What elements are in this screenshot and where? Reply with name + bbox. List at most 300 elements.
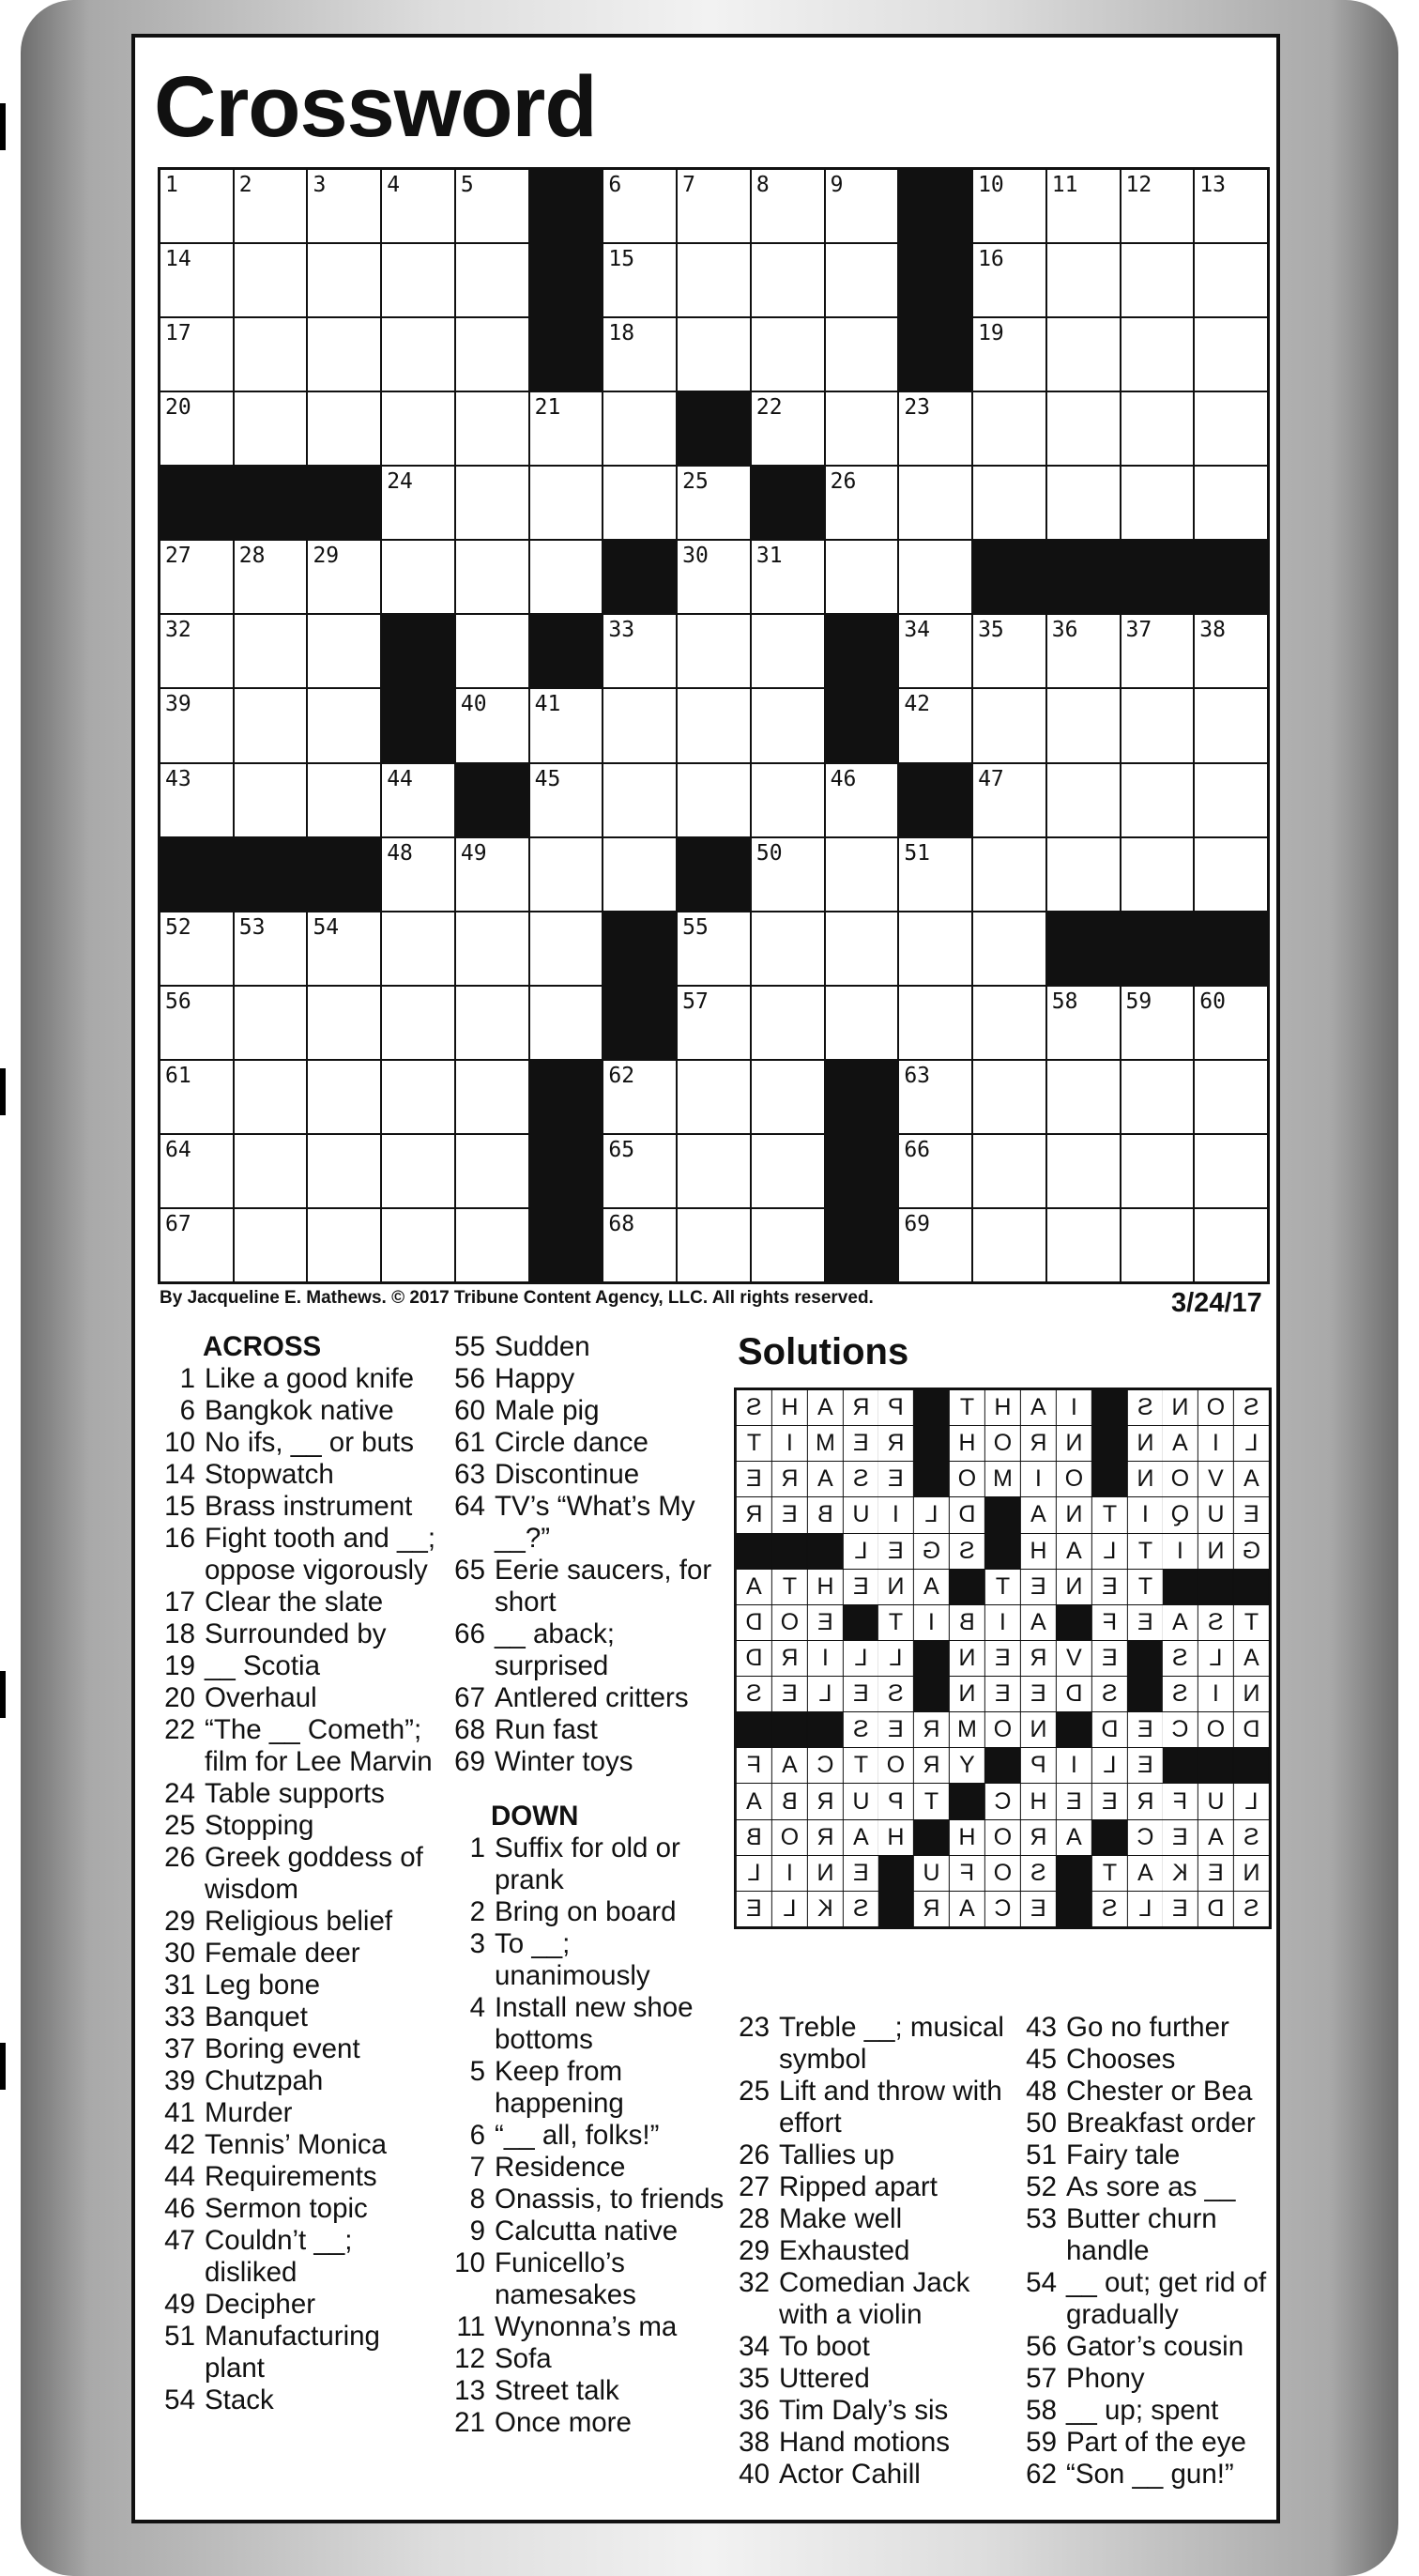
grid-cell[interactable] (382, 170, 454, 242)
grid-cell[interactable] (603, 615, 676, 687)
grid-cell[interactable] (1121, 392, 1194, 465)
clue-item-number: 32 (739, 2267, 770, 2298)
grid-cell[interactable] (1195, 1061, 1267, 1133)
down-header: DOWN (491, 1801, 579, 1832)
clue-item (156, 2289, 442, 2321)
grid-cell[interactable] (308, 392, 380, 465)
clue-number: 46 (830, 766, 857, 791)
grid-cell[interactable] (678, 318, 750, 391)
solution-cell: I (878, 1497, 913, 1532)
grid-cell[interactable] (456, 467, 528, 539)
grid-cell[interactable] (973, 689, 1045, 761)
clue-item-number: 53 (1026, 2203, 1057, 2234)
grid-cell[interactable] (530, 467, 603, 539)
grid-cell[interactable] (382, 987, 454, 1059)
clue-item-number: 41 (164, 2097, 195, 2128)
grid-cell[interactable] (973, 467, 1045, 539)
grid-cell[interactable] (752, 170, 824, 242)
binder-tick (0, 1068, 6, 1115)
grid-cell[interactable] (678, 987, 750, 1059)
grid-cell[interactable] (826, 170, 898, 242)
grid-cell[interactable] (678, 467, 750, 539)
grid-cell[interactable] (826, 244, 898, 316)
clue-item-number: 44 (164, 2161, 195, 2192)
grid-cell[interactable] (308, 987, 380, 1059)
solution-cell: N (1021, 1712, 1056, 1747)
clue-number: 27 (165, 544, 191, 569)
grid-cell[interactable] (1195, 838, 1267, 911)
grid-cell[interactable] (308, 1061, 380, 1133)
grid-cell[interactable] (308, 244, 380, 316)
solution-cell: L (1092, 1748, 1127, 1783)
grid-cell[interactable] (1047, 244, 1120, 316)
grid-cell[interactable] (1121, 170, 1194, 242)
clue-item-text: Ripped apart (779, 2171, 938, 2202)
grid-cell[interactable] (1047, 318, 1120, 391)
clue-item-number: 62 (1026, 2459, 1057, 2490)
grid-cell[interactable] (1047, 392, 1120, 465)
clue-item-number: 29 (739, 2235, 770, 2266)
grid-cell[interactable] (1195, 244, 1267, 316)
grid-cell[interactable] (752, 1209, 824, 1281)
grid-cell[interactable] (826, 764, 898, 836)
clue-item (156, 1618, 442, 1650)
grid-cell[interactable] (678, 764, 750, 836)
grid-cell[interactable] (1195, 615, 1267, 687)
solution-black-square (985, 1497, 1020, 1532)
clue-item-text: TV’s “What’s My __?” (495, 1491, 695, 1554)
grid-cell[interactable] (752, 912, 824, 985)
grid-cell[interactable] (382, 318, 454, 391)
grid-cell[interactable] (1121, 838, 1194, 911)
grid-cell[interactable] (603, 1209, 676, 1281)
solution-cell: A (844, 1820, 878, 1855)
clue-item-number: 1 (179, 1363, 195, 1394)
grid-cell[interactable] (973, 912, 1045, 985)
clue-number: 7 (682, 173, 695, 197)
clue-item-number: 13 (454, 2375, 485, 2406)
clue-item-text: Bangkok native (205, 1395, 394, 1426)
grid-cell[interactable] (603, 838, 676, 911)
grid-cell[interactable] (456, 1209, 528, 1281)
grid-cell[interactable] (382, 1061, 454, 1133)
grid-cell[interactable] (603, 1135, 676, 1207)
solution-cell: L (1092, 1534, 1127, 1569)
solution-cell: S (950, 1534, 984, 1569)
grid-cell[interactable] (160, 987, 233, 1059)
grid-cell[interactable] (899, 912, 971, 985)
grid-cell[interactable] (1195, 392, 1267, 465)
grid-cell[interactable] (308, 541, 380, 613)
grid-cell[interactable] (973, 987, 1045, 1059)
solution-cell: L (1234, 1426, 1269, 1461)
clue-item-text: Murder (205, 2097, 293, 2128)
grid-cell[interactable] (826, 987, 898, 1059)
grid-cell[interactable] (235, 318, 307, 391)
grid-cell[interactable] (1195, 1135, 1267, 1207)
clue-item-text: Religious belief (205, 1906, 393, 1937)
solution-cell: T (1234, 1605, 1269, 1640)
grid-cell[interactable] (973, 244, 1045, 316)
grid-cell[interactable] (678, 170, 750, 242)
grid-cell[interactable] (456, 1135, 528, 1207)
grid-cell[interactable] (1195, 764, 1267, 836)
grid-cell[interactable] (1047, 170, 1120, 242)
grid-cell[interactable] (456, 244, 528, 316)
clue-column-2 (446, 1331, 727, 2439)
clue-item-number: 23 (739, 2012, 770, 2043)
grid-cell[interactable] (1047, 689, 1120, 761)
grid-cell[interactable] (235, 912, 307, 985)
grid-cell[interactable] (826, 318, 898, 391)
solution-cell: E (1021, 1570, 1056, 1604)
clue-item (446, 1459, 727, 1491)
solution-cell: O (950, 1462, 984, 1496)
grid-cell[interactable] (678, 1209, 750, 1281)
grid-cell[interactable] (308, 1209, 380, 1281)
grid-cell[interactable] (752, 838, 824, 911)
grid-cell[interactable] (382, 912, 454, 985)
grid-cell[interactable] (899, 987, 971, 1059)
clue-item-text: No ifs, __ or buts (205, 1427, 414, 1458)
grid-cell[interactable] (235, 1209, 307, 1281)
grid-cell[interactable] (603, 318, 676, 391)
grid-cell[interactable] (603, 467, 676, 539)
grid-cell[interactable] (899, 615, 971, 687)
grid-cell[interactable] (752, 1135, 824, 1207)
grid-cell[interactable] (1047, 615, 1120, 687)
grid-cell[interactable] (1121, 615, 1194, 687)
clue-number: 13 (1199, 173, 1226, 197)
grid-cell[interactable] (603, 392, 676, 465)
clue-number: 18 (608, 321, 635, 346)
grid-cell[interactable] (1047, 1209, 1120, 1281)
solution-cell: N (1128, 1426, 1163, 1461)
grid-cell[interactable] (899, 467, 971, 539)
clue-number: 53 (238, 914, 266, 940)
grid-cell[interactable] (160, 541, 233, 613)
solution-cell: I (1198, 1677, 1233, 1711)
grid-cell[interactable] (752, 764, 824, 836)
solution-black-square (1128, 1677, 1163, 1711)
grid-cell[interactable] (826, 467, 898, 539)
clue-item (1017, 2012, 1271, 2044)
grid-cell[interactable] (382, 838, 454, 911)
grid-cell[interactable] (1121, 987, 1194, 1059)
clue-item-text: Wynonna’s ma (495, 2311, 678, 2342)
solution-cell: T (878, 1605, 913, 1640)
grid-cell[interactable] (973, 1209, 1045, 1281)
clue-item-text: “__ all, folks!” (495, 2120, 660, 2151)
clue-item-text: Actor Cahill (779, 2459, 921, 2490)
grid-cell[interactable] (678, 244, 750, 316)
grid-cell[interactable] (752, 615, 824, 687)
grid-cell[interactable] (973, 318, 1045, 391)
grid-cell[interactable] (530, 541, 603, 613)
grid-cell[interactable] (1047, 467, 1120, 539)
clue-item (446, 2056, 727, 2120)
grid-cell[interactable] (603, 170, 676, 242)
solution-cell: N (950, 1641, 984, 1676)
solution-cell: A (1021, 1497, 1056, 1532)
grid-cell[interactable] (1121, 1135, 1194, 1207)
grid-cell[interactable] (678, 541, 750, 613)
clue-item-text: Like a good knife (205, 1363, 415, 1394)
clue-item (446, 2152, 727, 2184)
grid-cell[interactable] (160, 1061, 233, 1133)
grid-cell[interactable] (1047, 838, 1120, 911)
clue-item-number: 55 (454, 1331, 485, 1362)
grid-cell[interactable] (456, 615, 528, 687)
solution-cell: E (1163, 1892, 1198, 1926)
crossword-grid (158, 167, 1270, 1284)
grid-cell[interactable] (160, 318, 233, 391)
solution-cell: E (1021, 1677, 1056, 1711)
grid-cell[interactable] (308, 912, 380, 985)
clue-item-text: Stopping (205, 1810, 314, 1841)
grid-cell[interactable] (752, 318, 824, 391)
clue-number: 4 (387, 173, 401, 197)
clue-number: 56 (165, 989, 191, 1014)
grid-cell[interactable] (456, 912, 528, 985)
grid-cell[interactable] (752, 244, 824, 316)
grid-cell[interactable] (752, 541, 824, 613)
grid-cell[interactable] (973, 170, 1045, 242)
grid-cell[interactable] (235, 987, 307, 1059)
grid-cell[interactable] (235, 1061, 307, 1133)
grid-cell[interactable] (826, 912, 898, 985)
black-square (530, 244, 603, 316)
solution-cell: N (1198, 1534, 1233, 1569)
solution-cell: S (1234, 1390, 1269, 1425)
grid-cell[interactable] (308, 1135, 380, 1207)
clue-item-number: 58 (1026, 2395, 1057, 2426)
grid-cell[interactable] (1121, 467, 1194, 539)
grid-cell[interactable] (1047, 987, 1120, 1059)
grid-cell[interactable] (899, 838, 971, 911)
grid-cell[interactable] (973, 764, 1045, 836)
grid-cell[interactable] (678, 615, 750, 687)
grid-cell[interactable] (1121, 1061, 1194, 1133)
grid-cell[interactable] (678, 689, 750, 761)
grid-cell[interactable] (235, 764, 307, 836)
grid-cell[interactable] (899, 1135, 971, 1207)
grid-cell[interactable] (160, 1209, 233, 1281)
solution-cell: A (808, 1390, 843, 1425)
grid-cell[interactable] (603, 764, 676, 836)
grid-cell[interactable] (826, 392, 898, 465)
solution-cell: R (1021, 1426, 1056, 1461)
grid-cell[interactable] (1195, 1209, 1267, 1281)
clue-item-number: 27 (739, 2171, 770, 2202)
grid-cell[interactable] (752, 689, 824, 761)
clue-item (156, 1363, 442, 1395)
clue-item-number: 68 (454, 1714, 485, 1745)
grid-cell[interactable] (382, 1209, 454, 1281)
grid-cell[interactable] (382, 467, 454, 539)
grid-cell[interactable] (1047, 1135, 1120, 1207)
grid-cell[interactable] (1195, 689, 1267, 761)
grid-cell[interactable] (1047, 1061, 1120, 1133)
grid-cell[interactable] (826, 541, 898, 613)
clue-number: 10 (978, 173, 1004, 197)
grid-cell[interactable] (603, 689, 676, 761)
clue-number: 52 (165, 914, 191, 940)
grid-cell[interactable] (456, 392, 528, 465)
clue-number: 61 (165, 1063, 191, 1088)
grid-cell[interactable] (382, 244, 454, 316)
grid-cell[interactable] (308, 764, 380, 836)
grid-cell[interactable] (1195, 467, 1267, 539)
grid-cell[interactable] (973, 838, 1045, 911)
solution-cell: R (914, 1748, 949, 1783)
clue-number: 44 (387, 766, 413, 791)
solution-cell: S (1234, 1820, 1269, 1855)
clue-item-number: 61 (454, 1427, 485, 1458)
grid-cell[interactable] (678, 1135, 750, 1207)
clue-item-text: Lift and throw with effort (779, 2076, 1002, 2139)
solution-cell: R (772, 1462, 807, 1496)
clue-item (1017, 2203, 1271, 2267)
grid-cell[interactable] (308, 318, 380, 391)
grid-cell[interactable] (899, 392, 971, 465)
grid-cell[interactable] (456, 318, 528, 391)
grid-cell[interactable] (382, 392, 454, 465)
clue-number: 11 (1051, 173, 1078, 197)
clue-item-text: Install new shoe bottoms (495, 1992, 694, 2055)
grid-cell[interactable] (308, 615, 380, 687)
grid-cell[interactable] (530, 912, 603, 985)
grid-cell[interactable] (1195, 987, 1267, 1059)
grid-cell[interactable] (235, 1135, 307, 1207)
grid-cell[interactable] (752, 1061, 824, 1133)
grid-cell[interactable] (160, 170, 233, 242)
solution-cell: B (950, 1605, 984, 1640)
grid-cell[interactable] (530, 689, 603, 761)
grid-cell[interactable] (530, 764, 603, 836)
solution-cell: T (1128, 1534, 1163, 1569)
grid-cell[interactable] (456, 1061, 528, 1133)
grid-cell[interactable] (456, 541, 528, 613)
grid-cell[interactable] (1195, 318, 1267, 391)
solution-black-square (1092, 1426, 1127, 1461)
solution-black-square (1057, 1605, 1091, 1640)
clue-item-number: 46 (164, 2193, 195, 2224)
clue-number: 20 (165, 395, 191, 421)
grid-cell[interactable] (160, 615, 233, 687)
clue-item-text: Breakfast order (1066, 2108, 1256, 2139)
grid-cell[interactable] (1121, 689, 1194, 761)
clue-item-number: 36 (739, 2395, 770, 2426)
grid-cell[interactable] (603, 1061, 676, 1133)
grid-cell[interactable] (899, 1209, 971, 1281)
clue-item-text: Table supports (205, 1778, 385, 1809)
solution-cell: F (737, 1748, 771, 1783)
grid-cell[interactable] (678, 1061, 750, 1133)
grid-cell[interactable] (235, 615, 307, 687)
solution-cell: T (737, 1426, 771, 1461)
clue-item (1017, 2076, 1271, 2108)
grid-cell[interactable] (973, 1135, 1045, 1207)
clue-number: 48 (387, 840, 413, 866)
grid-cell[interactable] (235, 170, 307, 242)
grid-cell[interactable] (1121, 244, 1194, 316)
grid-cell[interactable] (160, 912, 233, 985)
grid-cell[interactable] (899, 541, 971, 613)
grid-cell[interactable] (1121, 1209, 1194, 1281)
grid-cell[interactable] (456, 689, 528, 761)
clue-item-number: 49 (164, 2289, 195, 2320)
grid-cell[interactable] (382, 1135, 454, 1207)
solution-cell: E (1128, 1712, 1163, 1747)
grid-cell[interactable] (973, 615, 1045, 687)
clue-item-number: 22 (164, 1714, 195, 1745)
grid-cell[interactable] (603, 244, 676, 316)
solution-cell: C (1128, 1820, 1163, 1855)
grid-cell[interactable] (530, 838, 603, 911)
solution-cell: O (985, 1820, 1020, 1855)
grid-cell[interactable] (530, 392, 603, 465)
grid-cell[interactable] (973, 392, 1045, 465)
clue-number: 5 (460, 173, 474, 197)
grid-cell[interactable] (160, 1135, 233, 1207)
solution-cell: A (914, 1570, 949, 1604)
grid-cell[interactable] (160, 244, 233, 316)
grid-cell[interactable] (235, 244, 307, 316)
grid-cell[interactable] (382, 764, 454, 836)
clue-item-text: __ up; spent (1066, 2395, 1219, 2426)
clue-item (156, 2065, 442, 2097)
grid-cell[interactable] (382, 541, 454, 613)
grid-cell[interactable] (235, 689, 307, 761)
grid-cell[interactable] (899, 1061, 971, 1133)
grid-cell[interactable] (160, 392, 233, 465)
grid-cell[interactable] (752, 392, 824, 465)
grid-cell[interactable] (160, 764, 233, 836)
grid-cell[interactable] (678, 912, 750, 985)
grid-cell[interactable] (160, 689, 233, 761)
clue-item-number: 25 (164, 1810, 195, 1841)
solution-cell: E (878, 1462, 913, 1496)
grid-cell[interactable] (235, 541, 307, 613)
grid-cell[interactable] (456, 838, 528, 911)
grid-cell[interactable] (1121, 318, 1194, 391)
grid-cell[interactable] (1047, 764, 1120, 836)
clue-item (446, 2184, 727, 2216)
grid-cell[interactable] (530, 987, 603, 1059)
grid-cell[interactable] (456, 170, 528, 242)
grid-cell[interactable] (1121, 764, 1194, 836)
clue-item-text: Residence (495, 2152, 626, 2183)
grid-cell[interactable] (826, 838, 898, 911)
clue-item-number: 25 (739, 2076, 770, 2107)
grid-cell[interactable] (235, 392, 307, 465)
clue-item-text: Chooses (1066, 2044, 1176, 2075)
grid-cell[interactable] (308, 170, 380, 242)
grid-cell[interactable] (752, 987, 824, 1059)
clue-item (156, 1682, 442, 1714)
grid-cell[interactable] (973, 1061, 1045, 1133)
grid-cell[interactable] (308, 689, 380, 761)
grid-cell[interactable] (899, 689, 971, 761)
black-square (899, 170, 971, 242)
grid-cell[interactable] (1195, 170, 1267, 242)
solution-black-square (1057, 1856, 1091, 1891)
solution-cell: N (1128, 1462, 1163, 1496)
grid-cell[interactable] (456, 987, 528, 1059)
clue-item-text: Brass instrument (205, 1491, 413, 1522)
solution-black-square (914, 1677, 949, 1711)
